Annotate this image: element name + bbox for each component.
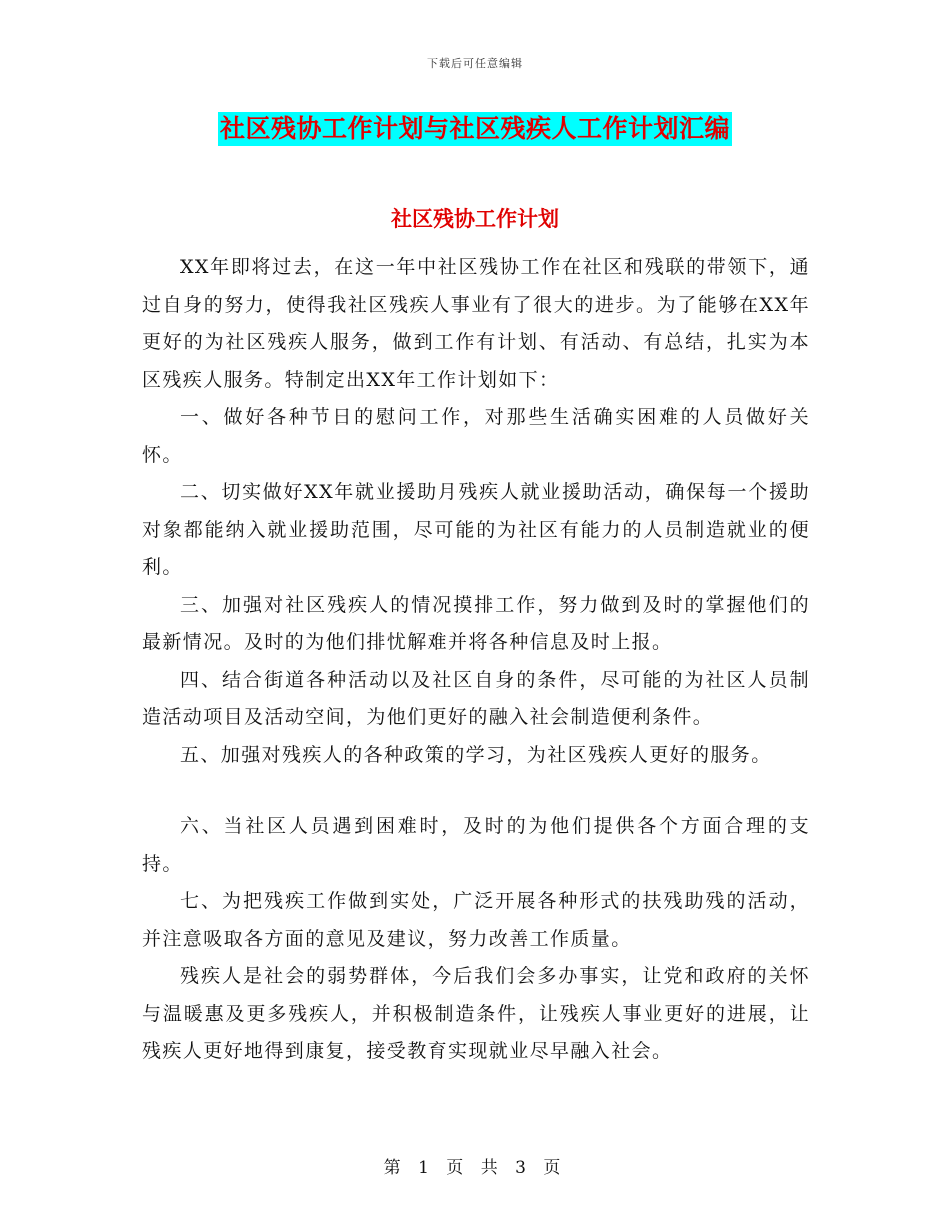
page-header-note: 下载后可任意编辑 — [427, 57, 523, 70]
paragraph-item-2: 二、切实做好XX年就业援助月残疾人就业援助活动，确保每一个援助对象都能纳入就业援助范围，尽可能的为社区有能力的人员制造就业的便利。 — [142, 481, 810, 578]
document-body — [142, 249, 810, 1071]
paragraph-item-5: 五、加强对残疾人的各种政策的学习，为社区残疾人更好的服务。 — [180, 743, 772, 766]
paragraph-item-3: 三、加强对社区残疾人的情况摸排工作，努力做到及时的掌握他们的最新情况。及时的为他们排忧解难并将各种信息及时上报。 — [142, 593, 810, 653]
paragraph-conclusion: 残疾人是社会的弱势群体，今后我们会多办事实，让党和政府的关怀与温暖惠及更多残疾人，并积极制造条件，让残疾人事业更好的进展，让残疾人更好地得到康复，接受教育实现就业尽早融入社会。 — [142, 965, 810, 1062]
main-title-container — [0, 112, 950, 146]
paragraph-item-1: 一、做好各种节日的慰问工作，对那些生活确实困难的人员做好关怀。 — [142, 406, 810, 466]
paragraph-item-6: 六、当社区人员遇到困难时，及时的为他们提供各个方面合理的支持。 — [142, 815, 810, 875]
page-number-footer: 第 1 页 共 3 页 — [383, 1158, 567, 1178]
section-title: 社区残协工作计划 — [391, 206, 559, 231]
paragraph-item-7: 七、为把残疾工作做到实处，广泛开展各种形式的扶残助残的活动，并注意吸取各方面的意见及建议，努力改善工作质量。 — [142, 890, 810, 950]
paragraph-intro: XX年即将过去，在这一年中社区残协工作在社区和残联的带领下，通过自身的努力，使得我社区残疾人事业有了很大的进步。为了能够在XX年更好的为社区残疾人服务，做到工作有计划、有活动、有总结，扎实为本区残疾人服务。特制定出XX年工作计划如下： — [142, 256, 810, 391]
paragraph-item-4: 四、结合街道各种活动以及社区自身的条件，尽可能的为社区人员制造活动项目及活动空间，为他们更好的融入社会制造便利条件。 — [142, 668, 810, 728]
main-title: 社区残协工作计划与社区残疾人工作计划汇编 — [218, 112, 732, 146]
